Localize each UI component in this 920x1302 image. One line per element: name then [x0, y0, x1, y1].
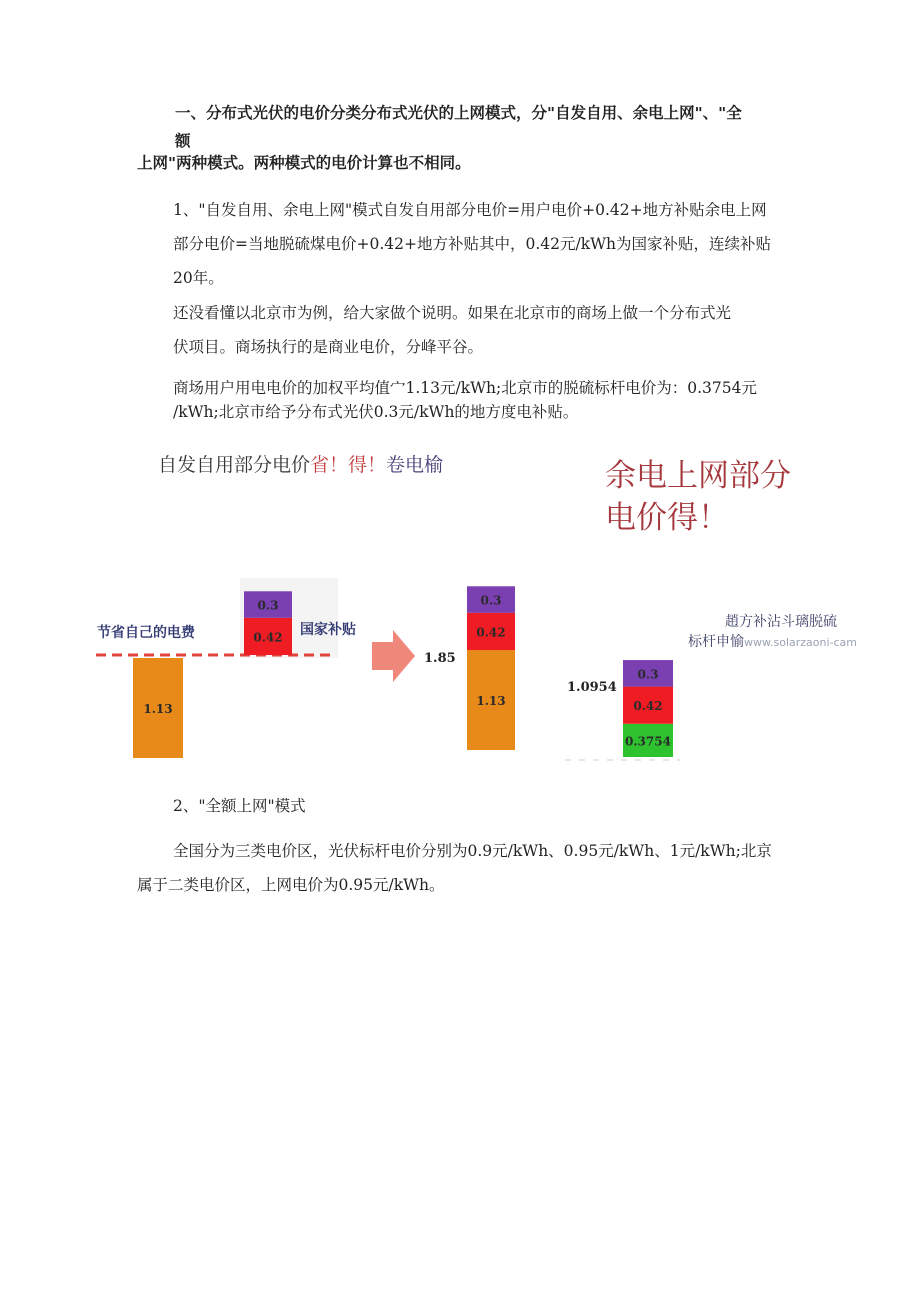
- bar-value-label: 1.13: [476, 693, 506, 708]
- paragraph-line: 还没看懂以北京市为例，给大家做个说明。如果在北京市的商场上做一个分布式光: [173, 304, 732, 322]
- surplus-title-line-2: 电价得！: [605, 500, 729, 536]
- figure-title-tail: 卷电榆: [386, 454, 444, 476]
- paragraph-line: 伏项目。商场执行的是商业电价，分峰平谷。: [173, 338, 484, 356]
- bar-value-label: 0.3: [257, 598, 279, 613]
- surplus-title-line-1: 余电上网部分: [605, 458, 791, 494]
- heading-line-2: 额: [175, 132, 191, 150]
- heading-line-3: 上网"两种模式。两种模式的电价计算也不相同。: [137, 154, 471, 172]
- bar-value-label: 0.42: [476, 625, 506, 640]
- bar-value-label: 0.42: [253, 630, 283, 645]
- figure-title-main: 自发自用部分电价: [158, 454, 311, 476]
- paragraph-line: 20年。: [173, 269, 224, 287]
- total-surplus: 1.0954: [567, 680, 617, 695]
- paragraph-line: 1、"自发自用、余电上网"模式自发自用部分电价=用户电价+0.42+地方补贴余电上网: [173, 201, 767, 219]
- figure-title-red: 省！得！: [310, 454, 387, 476]
- watermark-label: 标杆申愉: [688, 634, 744, 650]
- heading-line-1: 一、分布式光伏的电价分类分布式光伏的上网模式，分"自发自用、余电上网"、"全: [175, 104, 742, 122]
- watermark-line-1: 趙方补沾斗璃脱硫: [725, 614, 837, 630]
- watermark-url: www.solarzaoni-cam: [744, 636, 858, 649]
- total-self-use: 1.85: [424, 651, 456, 666]
- paragraph-line: 商场用户用电电价的加权平均值宀1.13元/kWh;北京市的脱硫标杆电价为：0.3754元: [173, 379, 757, 397]
- arrow-right-icon: [372, 630, 415, 682]
- label-save-bill: 节省自己的电费: [97, 625, 195, 641]
- bar-value-label: 1.13: [143, 702, 173, 717]
- paragraph-mode-2: 2、"全额上网"模式: [173, 797, 306, 815]
- bar-value-label: 0.3: [637, 667, 659, 682]
- bar-value-label: 0.3754: [625, 734, 671, 749]
- bar-group: [133, 586, 673, 758]
- paragraph-line: 部分电价=当地脱硫煤电价+0.42+地方补贴其中，0.42元/kWh为国家补贴，连续补贴: [173, 235, 772, 253]
- paragraph-line: 全国分为三类电价区，光伏标杆电价分别为0.9元/kWh、0.95元/kWh、1元/kWh;北京: [173, 842, 772, 860]
- paragraph-line: 属于二类电价区，上网电价为0.95元/kWh。: [137, 876, 445, 894]
- bar-value-label: 0.42: [633, 699, 663, 714]
- paragraph-line: /kWh;北京市给予分布式光伏0.3元/kWh的地方度电补贴。: [173, 403, 579, 421]
- bar-value-label: 0.3: [480, 593, 502, 608]
- paragraph-tariff-zones: [137, 834, 813, 902]
- label-national-subsidy: 国家补贴: [300, 622, 356, 638]
